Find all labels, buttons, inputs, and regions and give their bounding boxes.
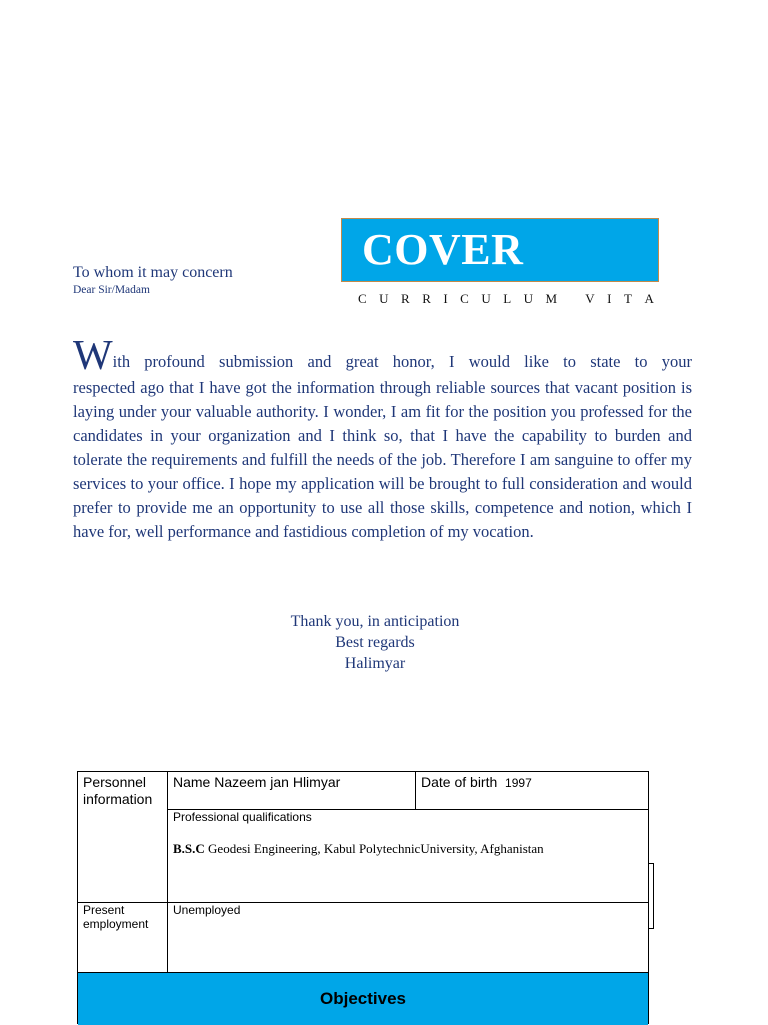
dear-line: Dear Sir/Madam <box>73 284 150 296</box>
table-divider <box>167 772 168 973</box>
closing-regards: Best regards <box>335 634 415 651</box>
subtitle-letter: U <box>481 291 491 306</box>
subtitle-letter: A <box>644 291 654 306</box>
letter-first-line <box>73 333 692 379</box>
curriculum-vita-subtitle <box>358 291 654 307</box>
signature-name: Halimyar <box>344 655 406 672</box>
drop-cap: W <box>73 333 113 379</box>
personnel-table <box>77 771 649 1024</box>
name-cell: Name Nazeem jan Hlimyar <box>173 774 341 790</box>
closing-thanks: Thank you, in anticipation <box>290 613 460 630</box>
first-line-text: ith profound submission and great honor, I would like to state to your <box>112 352 692 371</box>
date-of-birth-cell <box>421 774 641 791</box>
letter-body <box>73 333 692 544</box>
objectives-header <box>78 973 648 1025</box>
cover-title: COVER <box>362 225 524 274</box>
date-of-birth-value: 1997 <box>505 776 532 790</box>
personnel-information-label: Personnel information <box>83 774 153 807</box>
table-divider <box>415 772 416 809</box>
subtitle-letter: V <box>585 291 595 306</box>
salutation: To whom it may concern <box>73 264 233 281</box>
subtitle-letter: R <box>401 291 410 306</box>
letter-paragraph: respected ago that I have got the information through reliable sources that vacant position is laying under your valuable authority. I wonder, I am fit for the position you professed for the candidates in your organization and I think so, that I have the capability to burden and tolerate the requirements and fulfill the needs of the job. Therefore I am sanguine to offer my services to your office. I hope my application will be brought to full consideration and would prefer to provide me an opportunity to use all those skills, competence and notion, which I have for, well performance and fastidious completion of my vocation. <box>73 378 692 541</box>
subtitle-letter: R <box>422 291 431 306</box>
subtitle-letter: I <box>443 291 448 306</box>
closing-block <box>230 611 520 674</box>
subtitle-letter: I <box>607 291 612 306</box>
subtitle-letter: C <box>460 291 469 306</box>
degree-detail: Geodesi Engineering, Kabul PolytechnicUniversity, Afghanistan <box>208 841 544 856</box>
degree-line <box>173 841 643 857</box>
degree-title: B.S.C <box>173 841 205 856</box>
objectives-title: Objectives <box>320 989 406 1008</box>
subtitle-letter: M <box>545 291 558 306</box>
subtitle-letter: C <box>358 291 367 306</box>
subtitle-letter: T <box>624 291 632 306</box>
present-employment-value: Unemployed <box>173 903 241 917</box>
date-of-birth-label: Date of birth <box>421 774 498 790</box>
cover-banner <box>341 218 659 282</box>
subtitle-letter: U <box>379 291 389 306</box>
professional-qualifications-label: Professional qualifications <box>173 810 312 824</box>
present-employment-label: Present employment <box>83 903 149 931</box>
side-bracket <box>648 863 654 929</box>
subtitle-letter: L <box>503 291 512 306</box>
subtitle-letter: U <box>523 291 534 306</box>
subtitle-letter <box>570 291 573 307</box>
